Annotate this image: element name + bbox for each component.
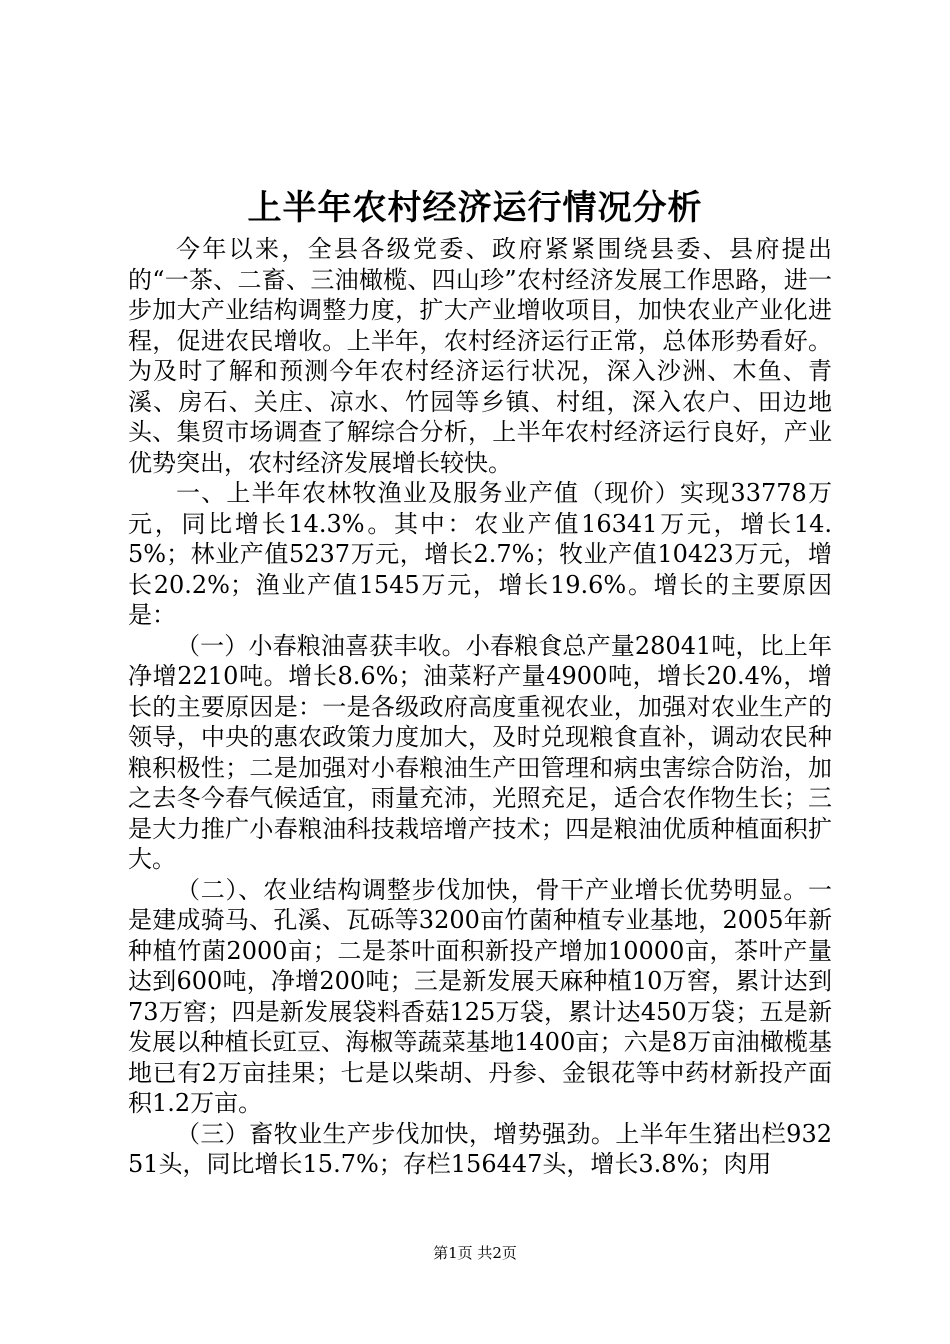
page-footer: 第1页 共2页 bbox=[433, 1244, 517, 1262]
document-body bbox=[128, 234, 832, 1180]
paragraph-livestock: （三）畜牧业生产步伐加快，增势强劲。上半年生猪出栏93251头，同比增长15.7%；存栏156447头，增长3.8%；肉用 bbox=[128, 1119, 832, 1178]
paragraph-structure-adjustment: （二）、农业结构调整步伐加快，骨干产业增长优势明显。一是建成骑马、孔溪、瓦砾等3200亩竹菌种植专业基地，2005年新种植竹菌2000亩；二是茶叶面积新投产增加10000亩，茶叶产量达到600吨，净增200吨；三是新发展天麻种植10万窖，累计达到73万窖；四是新发展袋料香菇125万袋，累计达450万袋；五是新发展以种植长豇豆、海椒等蔬菜基地1400亩；六是8万亩油橄榄基地已有2万亩挂果；七是以柴胡、丹参、金银花等中药材新投产面积1.2万亩。 bbox=[128, 875, 832, 1117]
paragraph-output-value: 一、上半年农林牧渔业及服务业产值（现价）实现33778万元，同比增长14.3%。其中：农业产值16341万元，增长14.5%；林业产值5237万元，增长2.7%；牧业产值10423万元，增长20.2%；渔业产值1545万元，增长19.6%。增长的主要原因是： bbox=[128, 479, 832, 629]
document-title: 上半年农村经济运行情况分析 bbox=[247, 188, 703, 228]
paragraph-intro: 今年以来，全县各级党委、政府紧紧围绕县委、县府提出的“一茶、二畜、三油橄榄、四山珍”农村经济发展工作思路，进一步加大产业结构调整力度，扩大产业增收项目，加快农业产业化进程，促进农民增收。上半年，农村经济运行正常，总体形势看好。为及时了解和预测今年农村经济运行状况，深入沙洲、木鱼、青溪、房石、关庄、凉水、竹园等乡镇、村组，深入农户、田边地头、集贸市场调查了解综合分析，上半年农村经济运行良好，产业优势突出，农村经济发展增长较快。 bbox=[128, 235, 832, 477]
paragraph-grain-oil-harvest: （一）小春粮油喜获丰收。小春粮食总产量28041吨，比上年净增2210吨。增长8.6%；油菜籽产量4900吨，增长20.4%，增长的主要原因是：一是各级政府高度重视农业，加强对农业生产的领导，中央的惠农政策力度加大，及时兑现粮食直补，调动农民种粮积极性；二是加强对小春粮油生产田管理和病虫害综合防治，加之去冬今春气候适宜，雨量充沛，光照充足，适合农作物生长；三是大力推广小春粮油科技栽培增产技术；四是粮油优质种植面积扩大。 bbox=[128, 631, 832, 873]
